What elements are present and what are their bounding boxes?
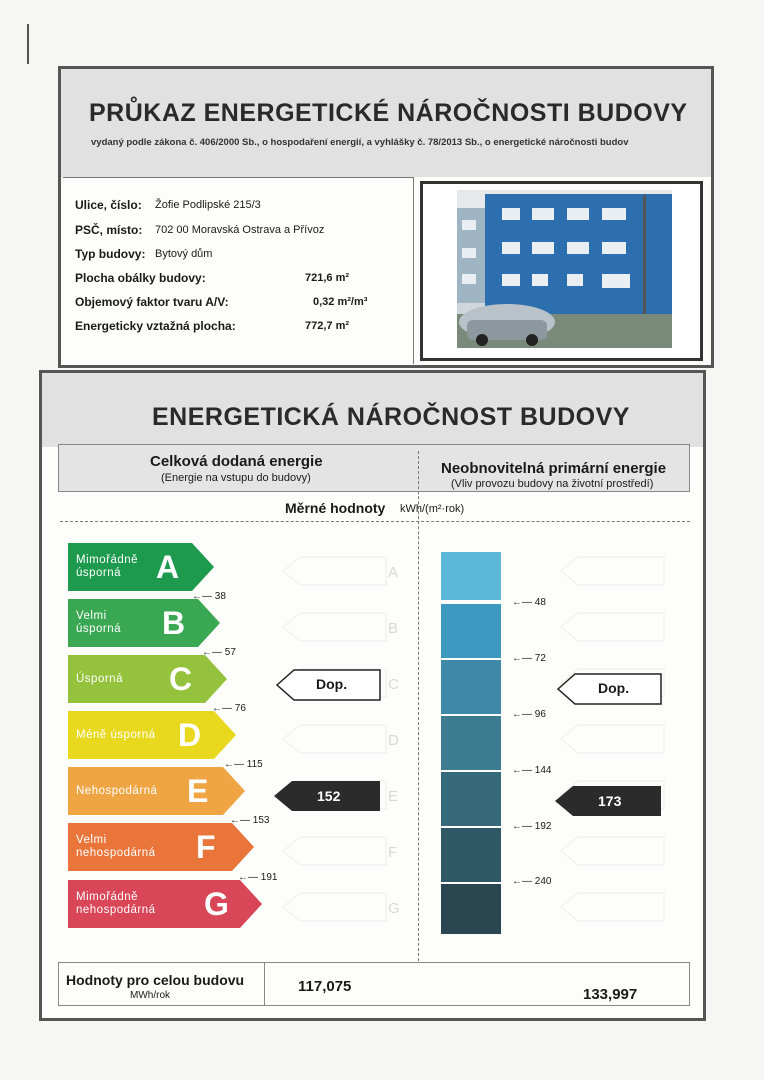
envelope-area-label: Plocha obálky budovy: xyxy=(75,271,206,285)
dashed-divider-vertical xyxy=(418,451,419,961)
ghost-class-letter: E xyxy=(388,788,399,805)
energy-class-c xyxy=(68,655,227,703)
arrow-left-icon: ←— xyxy=(512,876,532,887)
primary-energy-band xyxy=(441,772,501,826)
arrow-left-icon: ←— xyxy=(202,647,222,658)
right-threshold: ←— 144 xyxy=(512,765,552,776)
energy-class-g xyxy=(68,880,262,928)
class-letter: F xyxy=(196,829,216,865)
envelope-area-value: 721,6 m² xyxy=(305,272,350,284)
right-threshold: ←— 48 xyxy=(512,597,546,608)
right-recommended-label: Dop. xyxy=(598,680,630,696)
ghost-class-letter: B xyxy=(388,620,399,637)
class-letter: C xyxy=(169,661,193,697)
right-threshold: ←— 72 xyxy=(512,653,546,664)
postcode-label: PSČ, místo: xyxy=(75,223,143,237)
arrow-left-icon: ←— xyxy=(192,591,212,602)
right-ghost-marker xyxy=(560,724,666,754)
class-label: Nehospodárná xyxy=(76,784,158,797)
class-label: Velmi úsporná xyxy=(76,610,122,635)
ghost-class-letter: G xyxy=(388,900,400,917)
right-column-title: Neobnovitelná primární energie xyxy=(441,460,667,477)
arrow-left-icon: ←— xyxy=(512,597,532,608)
energy-class-a xyxy=(68,543,214,591)
energy-class-d xyxy=(68,711,236,759)
header-box xyxy=(58,66,714,368)
left-ghost-marker xyxy=(282,612,388,642)
primary-energy-band xyxy=(441,604,501,658)
class-letter: A xyxy=(156,549,180,585)
postcode-value: 702 00 Moravská Ostrava a Přívoz xyxy=(155,224,325,236)
right-threshold: ←— 96 xyxy=(512,709,546,720)
energy-class-e xyxy=(68,767,245,815)
ghost-class-letter: D xyxy=(388,732,399,749)
left-value-label: 152 xyxy=(317,788,341,804)
totals-unit: MWh/rok xyxy=(130,990,170,1001)
right-column-subtitle: (Vliv provozu budovy na životní prostředí) xyxy=(451,478,654,490)
class-label: Úsporná xyxy=(76,672,123,685)
building-photo xyxy=(457,190,672,348)
right-value-label: 173 xyxy=(598,793,622,809)
arrow-left-icon: ←— xyxy=(512,821,532,832)
reference-area-label: Energeticky vztažná plocha: xyxy=(75,319,236,333)
certificate-subtitle: vydaný podle zákona č. 406/2000 Sb., o hospodaření energií, a vyhlášky č. 78/2013 Sb., o energetické náročnosti budov xyxy=(91,137,629,148)
class-label: Velmi nehospodárná xyxy=(76,834,156,859)
street-label: Ulice, číslo: xyxy=(75,198,142,212)
energy-class-f xyxy=(68,823,254,871)
class-letter: D xyxy=(178,717,202,753)
building-type-value: Bytový dům xyxy=(155,248,213,260)
class-label: Méně úsporná xyxy=(76,728,156,741)
left-ghost-marker xyxy=(282,892,388,922)
class-label: Mimořádně nehospodárná xyxy=(76,891,156,916)
left-threshold: ←— 57 xyxy=(202,647,236,658)
class-label: Mimořádně úsporná xyxy=(76,554,139,579)
right-ghost-marker xyxy=(560,892,666,922)
ghost-class-letter: A xyxy=(388,564,399,581)
rating-title: ENERGETICKÁ NÁROČNOST BUDOVY xyxy=(152,403,630,431)
right-total-value: 133,997 xyxy=(583,986,638,1003)
primary-energy-band xyxy=(441,660,501,714)
arrow-left-icon: ←— xyxy=(512,709,532,720)
right-ghost-marker xyxy=(560,556,666,586)
street-value: Žofie Podlipské 215/3 xyxy=(155,199,261,211)
shape-factor-value: 0,32 m²/m³ xyxy=(313,296,368,308)
building-type-label: Typ budovy: xyxy=(75,247,146,261)
arrow-left-icon: ←— xyxy=(238,872,258,883)
arrow-left-icon: ←— xyxy=(512,653,532,664)
class-letter: G xyxy=(204,886,229,922)
primary-energy-band xyxy=(441,828,501,882)
ghost-class-letter: C xyxy=(388,676,399,693)
class-letter: E xyxy=(187,773,209,809)
left-column-subtitle: (Energie na vstupu do budovy) xyxy=(161,472,311,484)
ghost-class-letter: F xyxy=(388,844,398,861)
left-threshold: ←— 38 xyxy=(192,591,226,602)
left-column-title: Celková dodaná energie xyxy=(150,453,323,470)
totals-divider xyxy=(264,962,265,1006)
left-ghost-marker xyxy=(282,724,388,754)
left-threshold: ←— 115 xyxy=(224,759,263,770)
primary-energy-band xyxy=(441,716,501,770)
primary-energy-band xyxy=(441,552,501,600)
right-ghost-marker xyxy=(560,612,666,642)
totals-label: Hodnoty pro celou budovu xyxy=(66,972,245,988)
scan-mark xyxy=(27,24,29,64)
energy-class-b xyxy=(68,599,220,647)
building-photo-frame xyxy=(420,181,703,361)
right-threshold: ←— 240 xyxy=(512,876,552,887)
shape-factor-label: Objemový faktor tvaru A/V: xyxy=(75,295,229,309)
primary-energy-band xyxy=(441,884,501,934)
reference-area-value: 772,7 m² xyxy=(305,320,350,332)
left-threshold: ←— 153 xyxy=(230,815,270,826)
certificate-title: PRŮKAZ ENERGETICKÉ NÁROČNOSTI BUDOVY xyxy=(89,99,688,127)
left-threshold: ←— 76 xyxy=(212,703,246,714)
left-ghost-marker xyxy=(282,556,388,586)
dashed-divider-horizontal xyxy=(60,521,690,522)
building-info-panel xyxy=(63,177,414,364)
left-total-value: 117,075 xyxy=(298,978,352,995)
right-ghost-marker xyxy=(560,836,666,866)
left-recommended-label: Dop. xyxy=(316,676,348,692)
right-threshold: ←— 192 xyxy=(512,821,552,832)
class-letter: B xyxy=(162,605,186,641)
left-threshold: ←— 191 xyxy=(238,872,278,883)
specific-values-unit: kWh/(m²·rok) xyxy=(400,503,465,515)
arrow-left-icon: ←— xyxy=(212,703,232,714)
arrow-left-icon: ←— xyxy=(512,765,532,776)
left-ghost-marker xyxy=(282,836,388,866)
specific-values-label: Měrné hodnoty xyxy=(285,500,386,516)
arrow-left-icon: ←— xyxy=(224,759,244,770)
arrow-left-icon: ←— xyxy=(230,815,250,826)
